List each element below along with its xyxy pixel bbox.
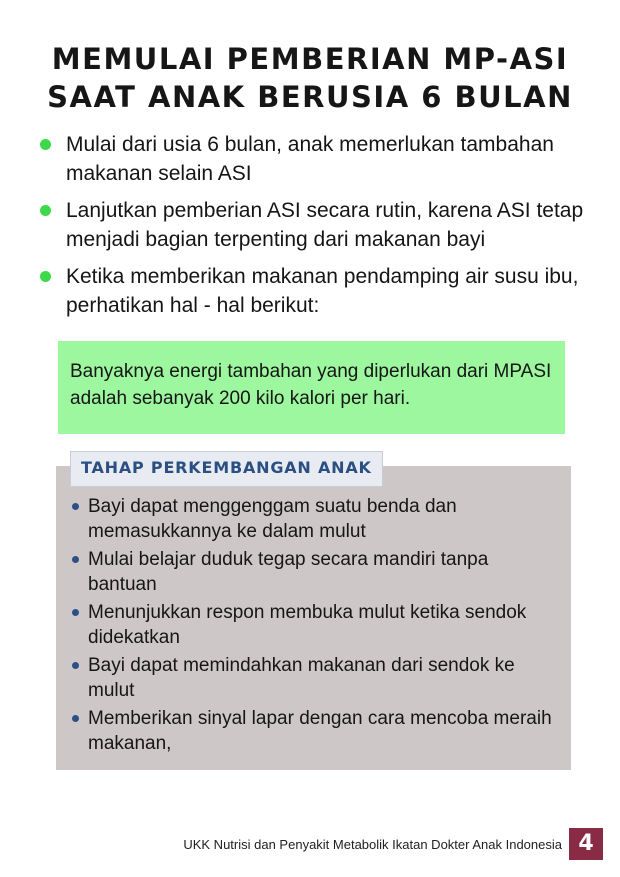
title-line-1: MEMULAI PEMBERIAN MP-ASI — [51, 42, 569, 76]
development-item — [70, 706, 560, 756]
development-item — [70, 547, 560, 597]
intro-bullet-list — [38, 130, 608, 320]
intro-bullet-text: Lanjutkan pemberian ASI secara rutin, karena ASI tetap menjadi bagian terpenting dari makanan bayi — [66, 199, 584, 251]
development-item — [70, 653, 560, 703]
development-item-text: Menunjukkan respon membuka mulut ketika sendok didekatkan — [88, 602, 527, 648]
blue-bullet-icon — [72, 503, 79, 510]
blue-bullet-icon — [72, 556, 79, 563]
blue-bullet-icon — [72, 715, 79, 722]
development-item — [70, 494, 560, 544]
blue-bullet-icon — [72, 609, 79, 616]
title-line-2: SAAT ANAK BERUSIA 6 BULAN — [47, 80, 573, 114]
energy-note-text: Banyaknya energi tambahan yang diperlukan dari MPASI adalah sebanyak 200 kilo kalori per hari. — [70, 361, 552, 409]
intro-bullet — [38, 262, 608, 320]
page-title — [0, 40, 620, 116]
footer-credit: UKK Nutrisi dan Penyakit Metabolik Ikatan Dokter Anak Indonesia — [183, 837, 562, 852]
intro-bullet-text: Mulai dari usia 6 bulan, anak memerlukan tambahan makanan selain ASI — [66, 133, 554, 185]
green-bullet-icon — [40, 271, 51, 282]
green-bullet-icon — [40, 205, 51, 216]
development-item-text: Bayi dapat memindahkan makanan dari sendok ke mulut — [88, 655, 515, 701]
intro-bullet — [38, 130, 608, 188]
page-number-badge: 4 — [569, 828, 603, 860]
blue-bullet-icon — [72, 662, 79, 669]
development-item-text: Mulai belajar duduk tegap secara mandiri tanpa bantuan — [88, 549, 489, 595]
green-bullet-icon — [40, 139, 51, 150]
energy-note-box — [58, 341, 565, 434]
development-item — [70, 600, 560, 650]
intro-bullet-text: Ketika memberikan makanan pendamping air susu ibu, perhatikan hal - hal berikut: — [66, 265, 579, 317]
intro-bullet — [38, 196, 608, 254]
development-heading: TAHAP PERKEMBANGAN ANAK — [70, 451, 383, 487]
development-list — [70, 494, 560, 756]
development-item-text: Bayi dapat menggenggam suatu benda dan memasukkannya ke dalam mulut — [88, 496, 457, 542]
development-item-text: Memberikan sinyal lapar dengan cara mencoba meraih makanan, — [88, 708, 552, 754]
